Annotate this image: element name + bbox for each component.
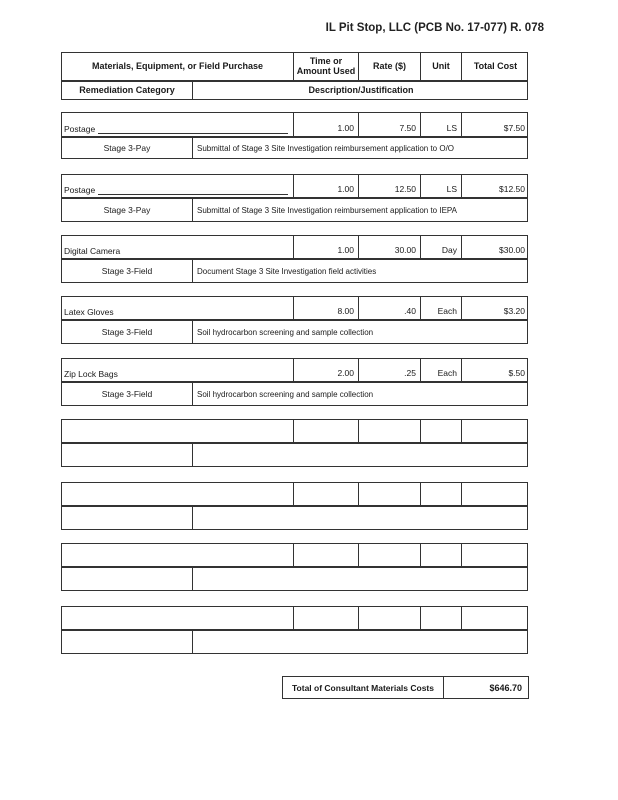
header-item: Materials, Equipment, or Field Purchase (91, 60, 264, 71)
category-cell: Stage 3-Field (101, 327, 153, 337)
rate-cell: 12.50 (358, 175, 420, 197)
total-label: Total of Consultant Materials Costs (292, 682, 434, 693)
empty-cell (420, 544, 461, 566)
empty-cell (192, 568, 527, 590)
item-name: Zip Lock Bags (64, 369, 118, 379)
empty-cell (420, 420, 461, 442)
item-name: Digital Camera (64, 246, 121, 256)
empty-item-row (61, 482, 528, 506)
description-row (61, 137, 528, 159)
empty-item-row (61, 606, 528, 630)
unit-cell: Day (420, 236, 461, 258)
description-cell: Submittal of Stage 3 Site Investigation reimbursement application to IEPA (192, 199, 527, 221)
header-time: Time or Amount Used (293, 53, 358, 80)
time-cell: 2.00 (293, 359, 358, 381)
total-cell: $3.20 (461, 297, 529, 319)
empty-cell (293, 544, 358, 566)
unit-cell: LS (420, 175, 461, 197)
total-cell: $.50 (461, 359, 529, 381)
item-row (61, 235, 528, 259)
empty-description-row (61, 567, 528, 591)
empty-cell (358, 483, 420, 505)
total-cell: $12.50 (461, 175, 529, 197)
rate-cell: .25 (358, 359, 420, 381)
rate-cell: 7.50 (358, 113, 420, 136)
header-unit: Unit (420, 53, 461, 80)
empty-cell (420, 483, 461, 505)
document-header-id: IL Pit Stop, LLC (PCB No. 17-077) R. 078 (325, 22, 544, 34)
empty-cell (461, 483, 529, 505)
description-cell: Soil hydrocarbon screening and sample collection (192, 321, 527, 343)
category-cell: Stage 3-Pay (103, 143, 151, 153)
item-underline (98, 133, 288, 134)
rate-cell: 30.00 (358, 236, 420, 258)
category-cell: Stage 3-Field (101, 389, 153, 399)
item-name: Latex Gloves (64, 307, 114, 317)
empty-cell (293, 420, 358, 442)
time-cell: 1.00 (293, 113, 358, 136)
empty-cell (461, 544, 529, 566)
table-subheader (61, 81, 528, 100)
empty-cell (192, 631, 527, 653)
item-row (61, 296, 528, 320)
description-row (61, 198, 528, 222)
empty-cell (192, 507, 527, 529)
total-box (282, 676, 529, 699)
empty-cell (461, 607, 529, 629)
empty-cell (461, 420, 529, 442)
item-name: Postage (64, 124, 96, 134)
empty-cell (358, 544, 420, 566)
empty-cell (358, 420, 420, 442)
total-cell: $7.50 (461, 113, 529, 136)
empty-cell (420, 607, 461, 629)
empty-description-row (61, 630, 528, 654)
empty-cell (293, 483, 358, 505)
unit-cell: Each (420, 359, 461, 381)
empty-cell (192, 444, 527, 466)
category-cell: Stage 3-Field (101, 266, 153, 276)
item-row (61, 358, 528, 382)
empty-description-row (61, 506, 528, 530)
time-cell: 8.00 (293, 297, 358, 319)
header-rate: Rate ($) (358, 53, 420, 80)
item-underline (98, 194, 288, 195)
rate-cell: .40 (358, 297, 420, 319)
unit-cell: Each (420, 297, 461, 319)
empty-cell (358, 607, 420, 629)
item-row (61, 112, 528, 137)
empty-cell (293, 607, 358, 629)
header-category: Remediation Category (79, 84, 175, 95)
description-cell: Soil hydrocarbon screening and sample collection (192, 383, 527, 405)
empty-item-row (61, 543, 528, 567)
table-header (61, 52, 528, 81)
empty-description-row (61, 443, 528, 467)
empty-item-row (61, 419, 528, 443)
item-row (61, 174, 528, 198)
description-row (61, 382, 528, 406)
description-cell: Submittal of Stage 3 Site Investigation reimbursement application to O/O (192, 138, 527, 158)
total-cell: $30.00 (461, 236, 529, 258)
unit-cell: LS (420, 113, 461, 136)
item-name: Postage (64, 185, 96, 195)
header-description: Description/Justification (192, 82, 529, 99)
total-value: $646.70 (443, 677, 528, 698)
time-cell: 1.00 (293, 175, 358, 197)
description-row (61, 320, 528, 344)
time-cell: 1.00 (293, 236, 358, 258)
category-cell: Stage 3-Pay (103, 205, 151, 215)
header-total: Total Cost (461, 53, 529, 80)
description-row (61, 259, 528, 283)
description-cell: Document Stage 3 Site Investigation field activities (192, 260, 527, 282)
